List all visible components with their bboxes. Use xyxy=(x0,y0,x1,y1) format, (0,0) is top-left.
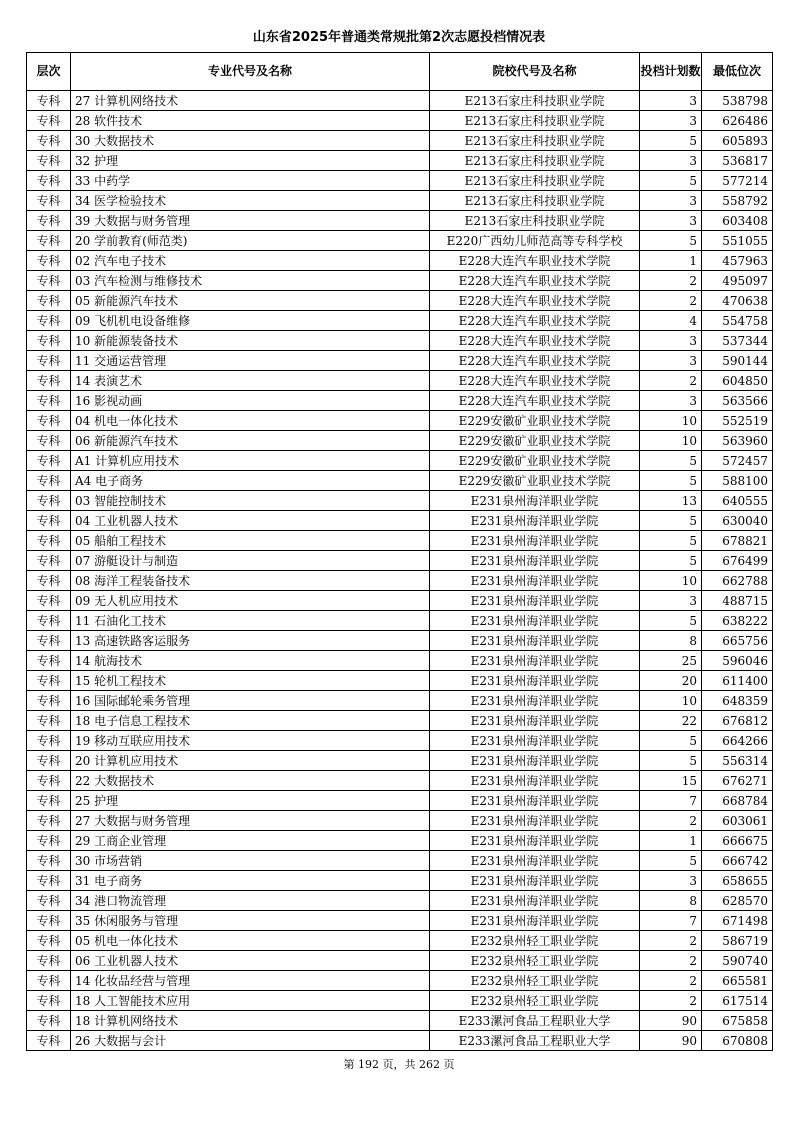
cell-plan: 5 xyxy=(640,511,702,531)
table-row xyxy=(27,1011,773,1031)
cell-rank: 488715 xyxy=(702,591,773,611)
cell-level: 专科 xyxy=(27,431,71,451)
cell-rank: 457963 xyxy=(702,251,773,271)
cell-major: 05 新能源汽车技术 xyxy=(71,291,430,311)
cell-major: 09 飞机机电设备维修 xyxy=(71,311,430,331)
table-row xyxy=(27,751,773,771)
cell-level: 专科 xyxy=(27,871,71,891)
cell-school: E228大连汽车职业技术学院 xyxy=(430,291,640,311)
cell-major: 16 影视动画 xyxy=(71,391,430,411)
cell-major: 34 港口物流管理 xyxy=(71,891,430,911)
cell-school: E231泉州海洋职业学院 xyxy=(430,691,640,711)
header-plan: 投档计划数 xyxy=(640,53,702,91)
cell-school: E228大连汽车职业技术学院 xyxy=(430,311,640,331)
table-row xyxy=(27,691,773,711)
cell-level: 专科 xyxy=(27,111,71,131)
table-row xyxy=(27,1031,773,1051)
cell-plan: 5 xyxy=(640,551,702,571)
cell-rank: 665581 xyxy=(702,971,773,991)
cell-major: 18 电子信息工程技术 xyxy=(71,711,430,731)
cell-plan: 5 xyxy=(640,471,702,491)
cell-major: 13 高速铁路客运服务 xyxy=(71,631,430,651)
cell-rank: 551055 xyxy=(702,231,773,251)
table-row xyxy=(27,831,773,851)
cell-major: 34 医学检验技术 xyxy=(71,191,430,211)
cell-rank: 666742 xyxy=(702,851,773,871)
cell-plan: 3 xyxy=(640,331,702,351)
cell-rank: 617514 xyxy=(702,991,773,1011)
cell-major: 19 移动互联应用技术 xyxy=(71,731,430,751)
cell-school: E231泉州海洋职业学院 xyxy=(430,611,640,631)
cell-level: 专科 xyxy=(27,671,71,691)
table-row xyxy=(27,271,773,291)
cell-level: 专科 xyxy=(27,711,71,731)
cell-major: 28 软件技术 xyxy=(71,111,430,131)
cell-rank: 577214 xyxy=(702,171,773,191)
cell-major: 33 中药学 xyxy=(71,171,430,191)
cell-school: E228大连汽车职业技术学院 xyxy=(430,331,640,351)
cell-major: 18 人工智能技术应用 xyxy=(71,991,430,1011)
admission-table xyxy=(26,52,773,1051)
cell-major: 35 休闲服务与管理 xyxy=(71,911,430,931)
table-row xyxy=(27,791,773,811)
cell-level: 专科 xyxy=(27,151,71,171)
table-row xyxy=(27,931,773,951)
cell-level: 专科 xyxy=(27,91,71,111)
cell-major: 39 大数据与财务管理 xyxy=(71,211,430,231)
cell-level: 专科 xyxy=(27,811,71,831)
cell-rank: 603061 xyxy=(702,811,773,831)
cell-plan: 90 xyxy=(640,1031,702,1051)
cell-level: 专科 xyxy=(27,951,71,971)
table-row xyxy=(27,151,773,171)
cell-level: 专科 xyxy=(27,751,71,771)
cell-major: 03 智能控制技术 xyxy=(71,491,430,511)
cell-level: 专科 xyxy=(27,211,71,231)
cell-rank: 588100 xyxy=(702,471,773,491)
cell-plan: 2 xyxy=(640,951,702,971)
cell-plan: 90 xyxy=(640,1011,702,1031)
cell-level: 专科 xyxy=(27,571,71,591)
cell-plan: 3 xyxy=(640,151,702,171)
cell-plan: 25 xyxy=(640,651,702,671)
cell-level: 专科 xyxy=(27,551,71,571)
cell-major: 14 化妆品经营与管理 xyxy=(71,971,430,991)
table-row xyxy=(27,851,773,871)
cell-major: 22 大数据技术 xyxy=(71,771,430,791)
cell-plan: 7 xyxy=(640,911,702,931)
cell-plan: 3 xyxy=(640,211,702,231)
cell-rank: 670808 xyxy=(702,1031,773,1051)
cell-school: E231泉州海洋职业学院 xyxy=(430,751,640,771)
cell-rank: 563566 xyxy=(702,391,773,411)
cell-rank: 676812 xyxy=(702,711,773,731)
cell-plan: 1 xyxy=(640,251,702,271)
cell-level: 专科 xyxy=(27,191,71,211)
cell-major: A4 电子商务 xyxy=(71,471,430,491)
cell-plan: 7 xyxy=(640,791,702,811)
table-row xyxy=(27,211,773,231)
cell-rank: 552519 xyxy=(702,411,773,431)
cell-school: E231泉州海洋职业学院 xyxy=(430,631,640,651)
cell-school: E231泉州海洋职业学院 xyxy=(430,511,640,531)
table-row xyxy=(27,911,773,931)
header-major: 专业代号及名称 xyxy=(71,53,430,91)
cell-rank: 554758 xyxy=(702,311,773,331)
table-row xyxy=(27,491,773,511)
table-row xyxy=(27,391,773,411)
table-row xyxy=(27,571,773,591)
table-row xyxy=(27,651,773,671)
cell-level: 专科 xyxy=(27,251,71,271)
cell-major: 08 海洋工程装备技术 xyxy=(71,571,430,591)
cell-major: A1 计算机应用技术 xyxy=(71,451,430,471)
cell-school: E231泉州海洋职业学院 xyxy=(430,551,640,571)
cell-rank: 470638 xyxy=(702,291,773,311)
cell-rank: 658655 xyxy=(702,871,773,891)
cell-plan: 3 xyxy=(640,391,702,411)
cell-plan: 2 xyxy=(640,271,702,291)
table-row xyxy=(27,811,773,831)
cell-plan: 2 xyxy=(640,371,702,391)
cell-level: 专科 xyxy=(27,851,71,871)
cell-level: 专科 xyxy=(27,331,71,351)
cell-plan: 2 xyxy=(640,291,702,311)
cell-plan: 2 xyxy=(640,931,702,951)
table-row xyxy=(27,451,773,471)
cell-major: 09 无人机应用技术 xyxy=(71,591,430,611)
cell-plan: 5 xyxy=(640,531,702,551)
cell-plan: 10 xyxy=(640,431,702,451)
cell-level: 专科 xyxy=(27,291,71,311)
table-row xyxy=(27,771,773,791)
cell-school: E231泉州海洋职业学院 xyxy=(430,891,640,911)
cell-rank: 640555 xyxy=(702,491,773,511)
cell-school: E213石家庄科技职业学院 xyxy=(430,151,640,171)
cell-school: E228大连汽车职业技术学院 xyxy=(430,391,640,411)
table-row xyxy=(27,371,773,391)
cell-level: 专科 xyxy=(27,1031,71,1051)
cell-level: 专科 xyxy=(27,271,71,291)
cell-level: 专科 xyxy=(27,131,71,151)
cell-major: 31 电子商务 xyxy=(71,871,430,891)
cell-major: 30 市场营销 xyxy=(71,851,430,871)
cell-level: 专科 xyxy=(27,591,71,611)
cell-major: 15 轮机工程技术 xyxy=(71,671,430,691)
table-row xyxy=(27,871,773,891)
cell-rank: 648359 xyxy=(702,691,773,711)
table-row xyxy=(27,291,773,311)
cell-rank: 630040 xyxy=(702,511,773,531)
cell-major: 03 汽车检测与维修技术 xyxy=(71,271,430,291)
cell-plan: 5 xyxy=(640,131,702,151)
cell-major: 27 大数据与财务管理 xyxy=(71,811,430,831)
cell-rank: 628570 xyxy=(702,891,773,911)
cell-school: E213石家庄科技职业学院 xyxy=(430,111,640,131)
cell-major: 20 计算机应用技术 xyxy=(71,751,430,771)
cell-rank: 676271 xyxy=(702,771,773,791)
cell-plan: 2 xyxy=(640,991,702,1011)
cell-level: 专科 xyxy=(27,931,71,951)
table-row xyxy=(27,191,773,211)
cell-school: E213石家庄科技职业学院 xyxy=(430,191,640,211)
cell-school: E233漯河食品工程职业大学 xyxy=(430,1011,640,1031)
cell-school: E231泉州海洋职业学院 xyxy=(430,531,640,551)
cell-rank: 604850 xyxy=(702,371,773,391)
cell-rank: 556314 xyxy=(702,751,773,771)
cell-plan: 5 xyxy=(640,731,702,751)
cell-school: E228大连汽车职业技术学院 xyxy=(430,351,640,371)
cell-plan: 10 xyxy=(640,411,702,431)
header-rank: 最低位次 xyxy=(702,53,773,91)
cell-level: 专科 xyxy=(27,531,71,551)
cell-plan: 8 xyxy=(640,891,702,911)
cell-plan: 5 xyxy=(640,451,702,471)
table-row xyxy=(27,431,773,451)
table-row xyxy=(27,351,773,371)
cell-school: E231泉州海洋职业学院 xyxy=(430,791,640,811)
header-level: 层次 xyxy=(27,53,71,91)
table-row xyxy=(27,631,773,651)
cell-major: 04 工业机器人技术 xyxy=(71,511,430,531)
cell-plan: 4 xyxy=(640,311,702,331)
table-row xyxy=(27,991,773,1011)
cell-rank: 605893 xyxy=(702,131,773,151)
cell-major: 32 护理 xyxy=(71,151,430,171)
cell-rank: 590740 xyxy=(702,951,773,971)
table-row xyxy=(27,331,773,351)
cell-major: 05 船舶工程技术 xyxy=(71,531,430,551)
cell-rank: 675858 xyxy=(702,1011,773,1031)
table-row xyxy=(27,171,773,191)
table-row xyxy=(27,671,773,691)
cell-level: 专科 xyxy=(27,311,71,331)
cell-school: E213石家庄科技职业学院 xyxy=(430,131,640,151)
cell-plan: 3 xyxy=(640,111,702,131)
cell-level: 专科 xyxy=(27,771,71,791)
cell-plan: 2 xyxy=(640,811,702,831)
table-row xyxy=(27,471,773,491)
table-row xyxy=(27,111,773,131)
cell-rank: 665756 xyxy=(702,631,773,651)
cell-school: E232泉州轻工职业学院 xyxy=(430,951,640,971)
table-row xyxy=(27,511,773,531)
cell-plan: 3 xyxy=(640,871,702,891)
cell-rank: 676499 xyxy=(702,551,773,571)
cell-school: E228大连汽车职业技术学院 xyxy=(430,251,640,271)
cell-plan: 3 xyxy=(640,591,702,611)
cell-level: 专科 xyxy=(27,831,71,851)
table-row xyxy=(27,231,773,251)
cell-plan: 5 xyxy=(640,851,702,871)
cell-level: 专科 xyxy=(27,791,71,811)
cell-plan: 20 xyxy=(640,671,702,691)
cell-school: E232泉州轻工职业学院 xyxy=(430,971,640,991)
table-row xyxy=(27,971,773,991)
cell-plan: 1 xyxy=(640,831,702,851)
cell-rank: 638222 xyxy=(702,611,773,631)
cell-level: 专科 xyxy=(27,411,71,431)
table-row xyxy=(27,411,773,431)
cell-major: 27 计算机网络技术 xyxy=(71,91,430,111)
cell-school: E213石家庄科技职业学院 xyxy=(430,171,640,191)
cell-school: E231泉州海洋职业学院 xyxy=(430,651,640,671)
table-body xyxy=(27,91,773,1051)
table-row xyxy=(27,591,773,611)
cell-rank: 662788 xyxy=(702,571,773,591)
table-row xyxy=(27,611,773,631)
cell-school: E228大连汽车职业技术学院 xyxy=(430,271,640,291)
cell-school: E231泉州海洋职业学院 xyxy=(430,491,640,511)
cell-plan: 15 xyxy=(640,771,702,791)
table-row xyxy=(27,531,773,551)
cell-school: E231泉州海洋职业学院 xyxy=(430,911,640,931)
cell-plan: 13 xyxy=(640,491,702,511)
cell-rank: 666675 xyxy=(702,831,773,851)
cell-school: E229安徽矿业职业技术学院 xyxy=(430,431,640,451)
cell-major: 11 交通运营管理 xyxy=(71,351,430,371)
cell-level: 专科 xyxy=(27,911,71,931)
cell-school: E233漯河食品工程职业大学 xyxy=(430,1031,640,1051)
cell-school: E231泉州海洋职业学院 xyxy=(430,591,640,611)
cell-level: 专科 xyxy=(27,491,71,511)
cell-rank: 536817 xyxy=(702,151,773,171)
cell-school: E229安徽矿业职业技术学院 xyxy=(430,471,640,491)
table-row xyxy=(27,91,773,111)
cell-major: 02 汽车电子技术 xyxy=(71,251,430,271)
cell-rank: 678821 xyxy=(702,531,773,551)
cell-school: E231泉州海洋职业学院 xyxy=(430,851,640,871)
cell-plan: 5 xyxy=(640,171,702,191)
cell-level: 专科 xyxy=(27,891,71,911)
cell-rank: 590144 xyxy=(702,351,773,371)
page-footer: 第 192 页，共 262 页 xyxy=(343,1058,455,1071)
cell-school: E213石家庄科技职业学院 xyxy=(430,91,640,111)
cell-school: E232泉州轻工职业学院 xyxy=(430,931,640,951)
cell-rank: 596046 xyxy=(702,651,773,671)
cell-plan: 22 xyxy=(640,711,702,731)
table-row xyxy=(27,131,773,151)
cell-school: E231泉州海洋职业学院 xyxy=(430,671,640,691)
cell-rank: 537344 xyxy=(702,331,773,351)
cell-school: E231泉州海洋职业学院 xyxy=(430,811,640,831)
cell-school: E231泉州海洋职业学院 xyxy=(430,771,640,791)
table-row xyxy=(27,251,773,271)
cell-plan: 5 xyxy=(640,611,702,631)
cell-major: 18 计算机网络技术 xyxy=(71,1011,430,1031)
cell-school: E229安徽矿业职业技术学院 xyxy=(430,411,640,431)
cell-rank: 563960 xyxy=(702,431,773,451)
cell-school: E229安徽矿业职业技术学院 xyxy=(430,451,640,471)
cell-school: E228大连汽车职业技术学院 xyxy=(430,371,640,391)
cell-major: 29 工商企业管理 xyxy=(71,831,430,851)
cell-major: 16 国际邮轮乘务管理 xyxy=(71,691,430,711)
cell-level: 专科 xyxy=(27,171,71,191)
cell-level: 专科 xyxy=(27,391,71,411)
cell-level: 专科 xyxy=(27,371,71,391)
cell-rank: 495097 xyxy=(702,271,773,291)
cell-level: 专科 xyxy=(27,971,71,991)
cell-level: 专科 xyxy=(27,231,71,251)
cell-major: 20 学前教育(师范类) xyxy=(71,231,430,251)
cell-major: 10 新能源装备技术 xyxy=(71,331,430,351)
cell-level: 专科 xyxy=(27,991,71,1011)
cell-level: 专科 xyxy=(27,451,71,471)
cell-level: 专科 xyxy=(27,1011,71,1031)
cell-rank: 664266 xyxy=(702,731,773,751)
cell-plan: 5 xyxy=(640,751,702,771)
cell-plan: 3 xyxy=(640,351,702,371)
cell-rank: 586719 xyxy=(702,931,773,951)
table-row xyxy=(27,951,773,971)
cell-level: 专科 xyxy=(27,691,71,711)
cell-school: E232泉州轻工职业学院 xyxy=(430,991,640,1011)
cell-school: E220广西幼儿师范高等专科学校 xyxy=(430,231,640,251)
table-row xyxy=(27,551,773,571)
cell-rank: 603408 xyxy=(702,211,773,231)
cell-school: E231泉州海洋职业学院 xyxy=(430,871,640,891)
cell-rank: 626486 xyxy=(702,111,773,131)
cell-level: 专科 xyxy=(27,471,71,491)
cell-major: 14 表演艺术 xyxy=(71,371,430,391)
table-row xyxy=(27,731,773,751)
cell-major: 04 机电一体化技术 xyxy=(71,411,430,431)
cell-level: 专科 xyxy=(27,631,71,651)
cell-rank: 611400 xyxy=(702,671,773,691)
cell-major: 06 新能源汽车技术 xyxy=(71,431,430,451)
cell-school: E231泉州海洋职业学院 xyxy=(430,831,640,851)
cell-major: 26 大数据与会计 xyxy=(71,1031,430,1051)
cell-major: 30 大数据技术 xyxy=(71,131,430,151)
cell-major: 06 工业机器人技术 xyxy=(71,951,430,971)
cell-plan: 8 xyxy=(640,631,702,651)
cell-plan: 10 xyxy=(640,571,702,591)
cell-major: 07 游艇设计与制造 xyxy=(71,551,430,571)
cell-plan: 2 xyxy=(640,971,702,991)
table-row xyxy=(27,311,773,331)
page-title: 山东省2025年普通类常规批第2次志愿投档情况表 xyxy=(252,30,546,45)
cell-rank: 538798 xyxy=(702,91,773,111)
cell-school: E231泉州海洋职业学院 xyxy=(430,571,640,591)
table-header-row xyxy=(27,53,773,91)
cell-rank: 558792 xyxy=(702,191,773,211)
cell-major: 14 航海技术 xyxy=(71,651,430,671)
cell-plan: 3 xyxy=(640,191,702,211)
cell-rank: 668784 xyxy=(702,791,773,811)
cell-plan: 5 xyxy=(640,231,702,251)
cell-plan: 10 xyxy=(640,691,702,711)
cell-rank: 572457 xyxy=(702,451,773,471)
cell-level: 专科 xyxy=(27,731,71,751)
header-school: 院校代号及名称 xyxy=(430,53,640,91)
table-row xyxy=(27,711,773,731)
cell-level: 专科 xyxy=(27,511,71,531)
cell-school: E213石家庄科技职业学院 xyxy=(430,211,640,231)
cell-level: 专科 xyxy=(27,351,71,371)
cell-major: 25 护理 xyxy=(71,791,430,811)
cell-school: E231泉州海洋职业学院 xyxy=(430,711,640,731)
cell-school: E231泉州海洋职业学院 xyxy=(430,731,640,751)
cell-major: 11 石油化工技术 xyxy=(71,611,430,631)
cell-level: 专科 xyxy=(27,651,71,671)
cell-major: 05 机电一体化技术 xyxy=(71,931,430,951)
table-row xyxy=(27,891,773,911)
cell-level: 专科 xyxy=(27,611,71,631)
cell-rank: 671498 xyxy=(702,911,773,931)
cell-plan: 3 xyxy=(640,91,702,111)
